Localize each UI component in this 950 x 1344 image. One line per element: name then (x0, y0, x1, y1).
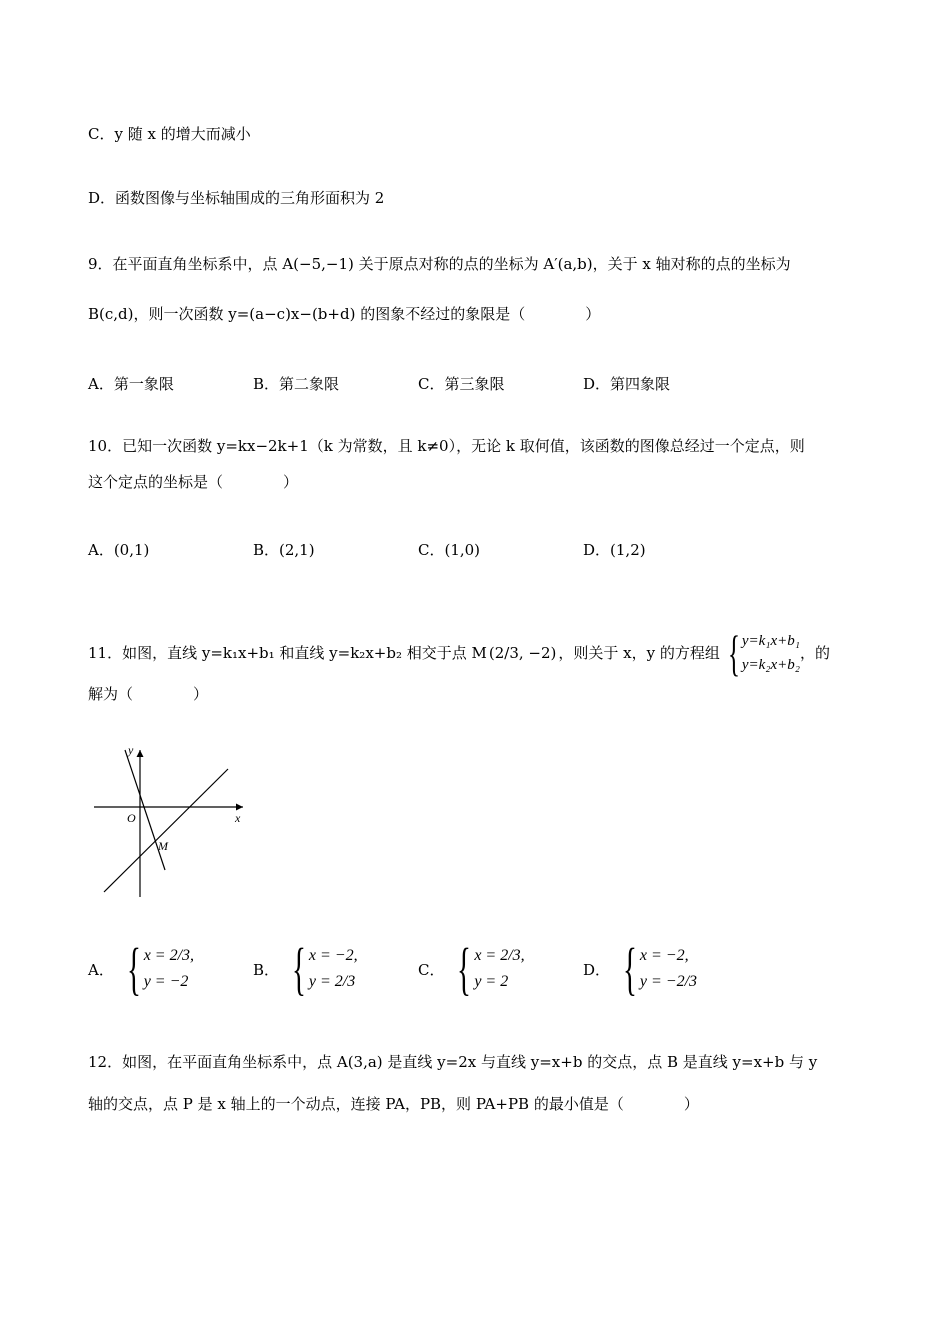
q11-option-c: C． { x = 2/3, y = 2 (418, 936, 525, 1001)
q10-option-c: C．(1,0) (418, 541, 481, 559)
q11-option-b: B． { x = −2, y = 2/3 (253, 936, 358, 1001)
q11-system-row1: y=k₁x+b₁ (741, 633, 801, 649)
q11-system-row2: y=k₂x+b₂ (741, 657, 801, 673)
q11-stem-prefix: 11．如图，直线 y=k₁x+b₁ 和直线 y=k₂x+b₂ 相交于点 M (88, 644, 487, 662)
line-2 (104, 769, 228, 892)
brace-glyph: { (457, 936, 472, 1001)
q9-option-d: D．第四象限 (583, 375, 671, 393)
q11-stem-line1 (88, 625, 831, 681)
q10-stem-line1: 10．已知一次函数 y=kx−2k+1（k 为常数，且 k≠0），无论 k 取何值，该函数的图像总经过一个定点，则 (88, 437, 805, 455)
q12-stem-line1: 12．如图，在平面直角坐标系中，点 A(3,a) 是直线 y=2x 与直线 y=x+b 的交点，点 B 是直线 y=x+b 与 y (88, 1053, 818, 1071)
q10-stem-line2: 这个定点的坐标是（ ） (88, 473, 299, 491)
origin-label: O (127, 811, 136, 825)
q9-option-c: C．第三象限 (418, 375, 505, 393)
q9-option-a: A．第一象限 (88, 375, 174, 393)
q10-option-b: B．(2,1) (253, 541, 315, 559)
brace-glyph: { (126, 936, 141, 1001)
q11-option-a: A． { x = 2/3, y = −2 (88, 936, 195, 1001)
brace-glyph: { (727, 625, 740, 681)
q10-option-d: D．(1,2) (583, 541, 646, 559)
q12-stem-line2: 轴的交点，点 P 是 x 轴上的一个动点，连接 PA，PB，则 PA+PB 的最小值是（ ） (88, 1095, 699, 1113)
q9-option-b: B．第二象限 (253, 375, 340, 393)
q11-equation-system (722, 625, 801, 681)
q10-option-a: A．(0,1) (88, 541, 150, 559)
q11-option-d: D． { x = −2, y = −2/3 (583, 936, 698, 1001)
q9-stem-line1: 9．在平面直角坐标系中，点 A(−5,−1) 关于原点对称的点的坐标为 A′(a,b)，关于 x 轴对称的点的坐标为 (88, 255, 791, 273)
q11-figure (88, 742, 258, 902)
q8-option-d: D．函数图像与坐标轴围成的三角形面积为 2 (88, 189, 385, 207)
q11-stem-mid: ，则关于 x，y 的方程组 (558, 644, 720, 662)
q8-option-c: C．y 随 x 的增大而减小 (88, 125, 251, 143)
q9-stem-line2: B(c,d)，则一次函数 y=(a−c)x−(b+d) 的图象不经过的象限是（ ） (88, 305, 601, 323)
x-axis-label: x (235, 811, 241, 825)
point-m-label: M (158, 839, 168, 853)
brace-glyph: { (291, 936, 306, 1001)
q11-point-m: (2/3, −2) (488, 644, 557, 662)
y-axis-label: y (128, 743, 134, 757)
q11-stem-suffix: ，的 (800, 644, 831, 662)
brace-glyph: { (622, 936, 637, 1001)
q11-stem-line2: 解为（ ） (88, 685, 209, 703)
